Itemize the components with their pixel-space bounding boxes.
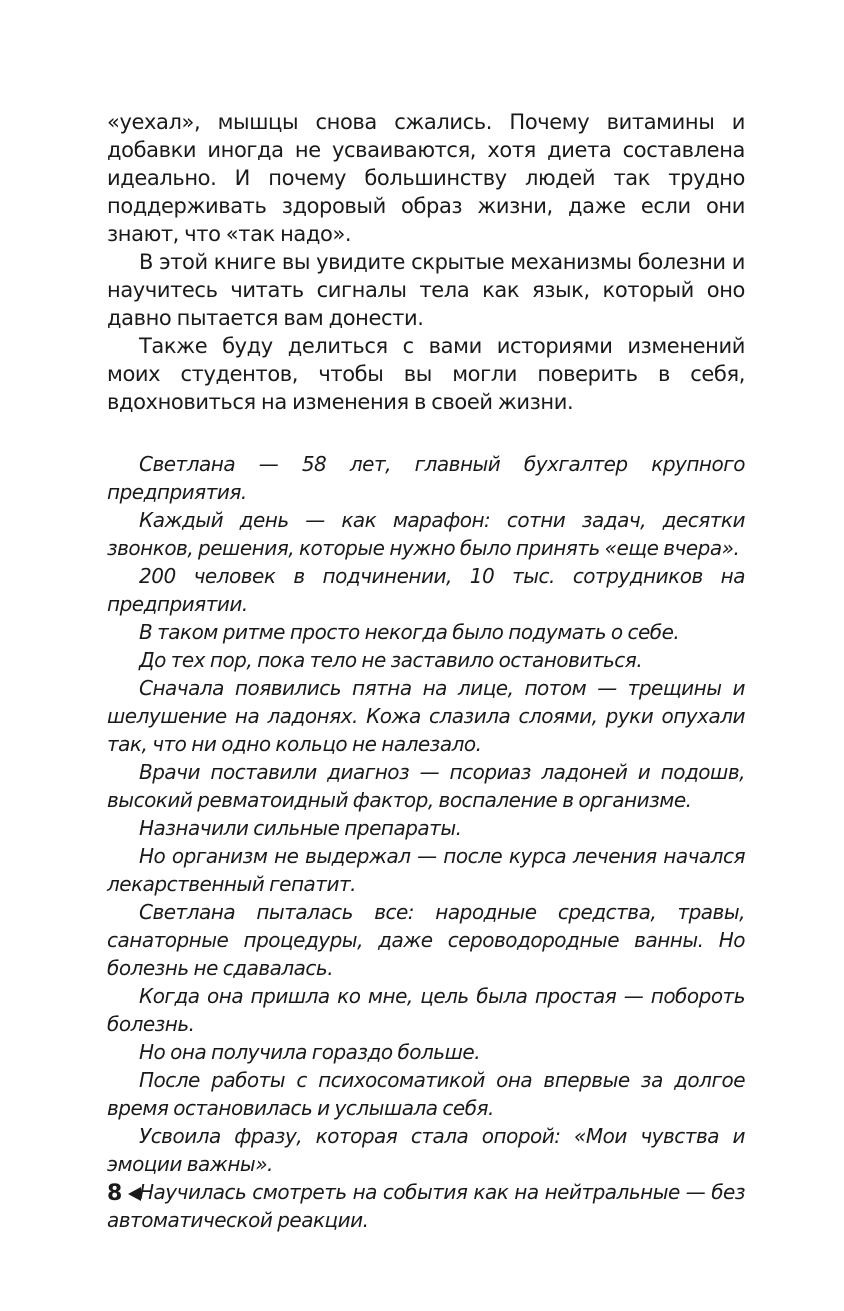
intro-section <box>107 108 745 416</box>
story-line: 200 человек в подчинении, 10 тыс. сотрудников на предприятии. <box>107 564 745 616</box>
intro-paragraph: «уехал», мышцы снова сжались. Почему витамины и добавки иногда не усваиваются, хотя диета составлена идеально. И почему большинству людей так трудно поддерживать здоровый образ жизни, даже если они знают, что «так надо». <box>107 110 745 246</box>
story-line: Научилась смотреть на события как на нейтральные — без автоматической реакции. <box>107 1180 745 1232</box>
story-line: Светлана пыталась все: народные средства, травы, санаторные процедуры, даже сероводородные ванны. Но болезнь не сдавалась. <box>107 900 745 980</box>
student-story <box>107 450 745 1234</box>
story-line: В таком ритме просто некогда было подумать о себе. <box>139 620 680 644</box>
story-line: После работы с психосоматикой она впервые за долгое время остановилась и услышала себя. <box>107 1068 745 1120</box>
intro-paragraph: В этой книге вы увидите скрытые механизмы болезни и научитесь читать сигналы тела как язык, который оно давно пытается вам донести. <box>107 250 745 330</box>
story-line: Назначили сильные препараты. <box>139 816 462 840</box>
story-line: До тех пор, пока тело не заставило остановиться. <box>139 648 643 672</box>
page-footer <box>107 1180 141 1208</box>
story-line: Врачи поставили диагноз — псориаз ладоней и подошв, высокий ревматоидный фактор, воспаление в организме. <box>107 760 745 812</box>
story-line: Сначала появились пятна на лице, потом — трещины и шелушение на ладонях. Кожа слазила слоями, руки опухали так, что ни одно кольцо не налезало. <box>107 676 745 756</box>
story-line: Но она получила гораздо больше. <box>139 1040 481 1064</box>
story-line: Светлана — 58 лет, главный бухгалтер крупного предприятия. <box>107 452 745 504</box>
left-triangle-icon <box>128 1187 141 1201</box>
story-line: Когда она пришла ко мне, цель была простая — побороть болезнь. <box>107 984 745 1036</box>
story-line: Каждый день — как марафон: сотни задач, десятки звонков, решения, которые нужно было принять «еще вчера». <box>107 508 745 560</box>
story-line: Но организм не выдержал — после курса лечения начался лекарственный гепатит. <box>107 844 745 896</box>
page-number: 8 <box>107 1181 123 1206</box>
intro-paragraph: Также буду делиться с вами историями изменений моих студентов, чтобы вы могли поверить в себя, вдохновиться на изменения в своей жизни. <box>107 334 745 414</box>
page-body <box>107 108 745 1234</box>
story-line: Усвоила фразу, которая стала опорой: «Мои чувства и эмоции важны». <box>107 1124 745 1176</box>
